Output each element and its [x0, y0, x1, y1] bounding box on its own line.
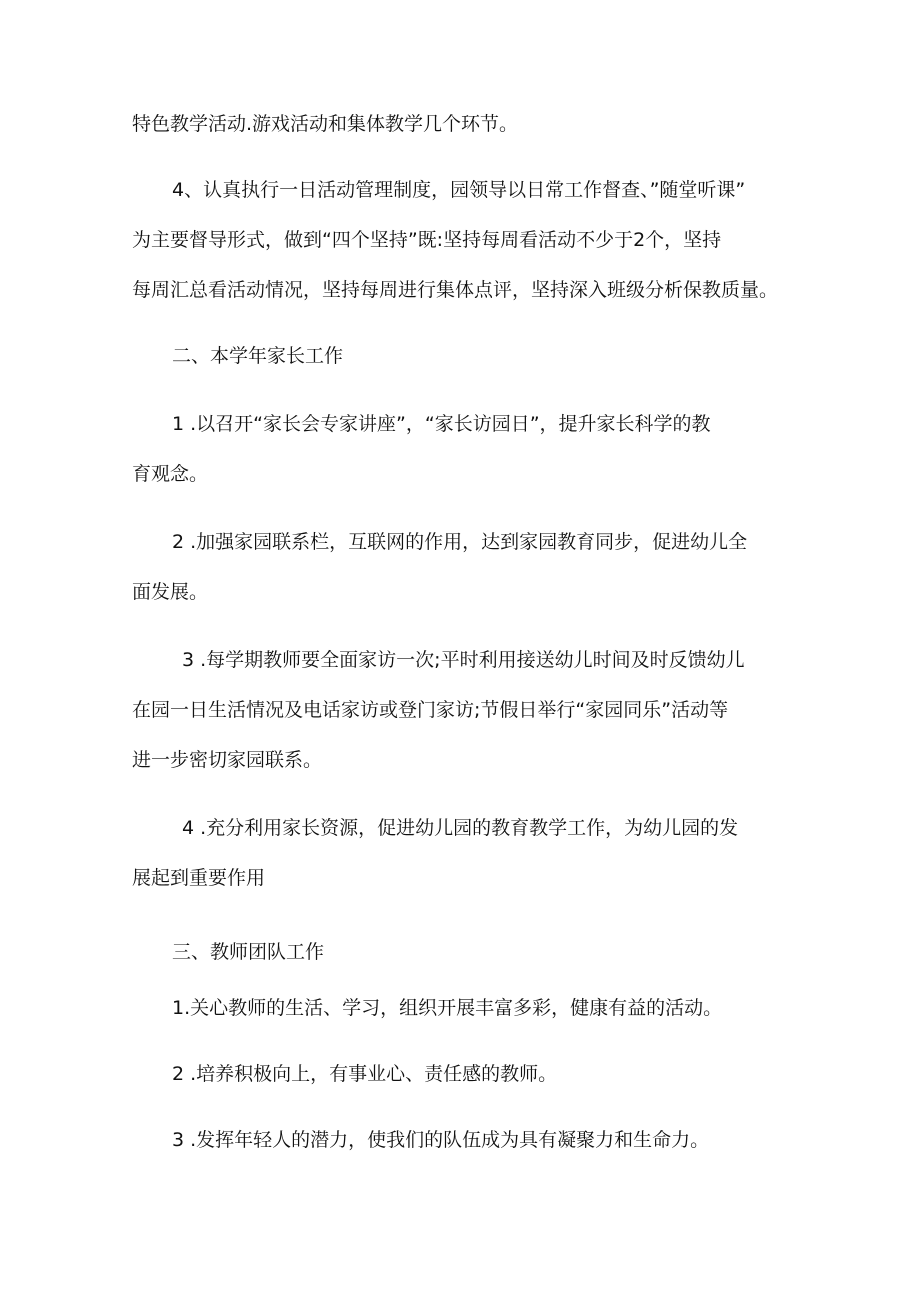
paragraph-line: 进一步密切家园联系。: [132, 749, 323, 771]
paragraph-line: 2 .培养积极向上，有事业心、责任感的教师。: [172, 1063, 558, 1085]
section-heading: 二、本学年家长工作: [172, 345, 344, 367]
paragraph-line: 每周汇总看活动情况，坚持每周进行集体点评，坚持深入班级分析保教质量。: [132, 279, 779, 301]
paragraph-line: 4、认真执行一日活动管理制度，园领导以日常工作督查、”随堂听课”: [172, 179, 746, 201]
paragraph-line: 1 .以召开“家长会专家讲座”，“家长访园日”，提升家长科学的教: [172, 413, 711, 435]
paragraph-line: 2 .加强家园联系栏，互联网的作用，达到家园教育同步，促进幼儿全: [172, 531, 748, 553]
paragraph-line: 在园一日生活情况及电话家访或登门家访;节假日举行“家园同乐”活动等: [132, 699, 729, 721]
paragraph-line: 为主要督导形式，做到“四个坚持”既:坚持每周看活动不少于2个，坚持: [132, 229, 722, 251]
paragraph-line: 3 .每学期教师要全面家访一次;平时利用接送幼儿时间及时反馈幼儿: [182, 649, 745, 671]
paragraph-line: 4 .充分利用家长资源，促进幼儿园的教育教学工作，为幼儿园的发: [182, 817, 739, 839]
paragraph-line: 育观念。: [132, 463, 209, 485]
paragraph-line: 3 .发挥年轻人的潜力，使我们的队伍成为具有凝聚力和生命力。: [172, 1129, 710, 1151]
paragraph-line: 面发展。: [132, 581, 209, 603]
paragraph-line: 特色教学活动.游戏活动和集体教学几个环节。: [132, 113, 519, 135]
paragraph-line: 1.关心教师的生活、学习，组织开展丰富多彩，健康有益的活动。: [172, 997, 723, 1019]
paragraph-line: 展起到重要作用: [132, 867, 266, 889]
section-heading: 三、教师团队工作: [172, 941, 325, 963]
